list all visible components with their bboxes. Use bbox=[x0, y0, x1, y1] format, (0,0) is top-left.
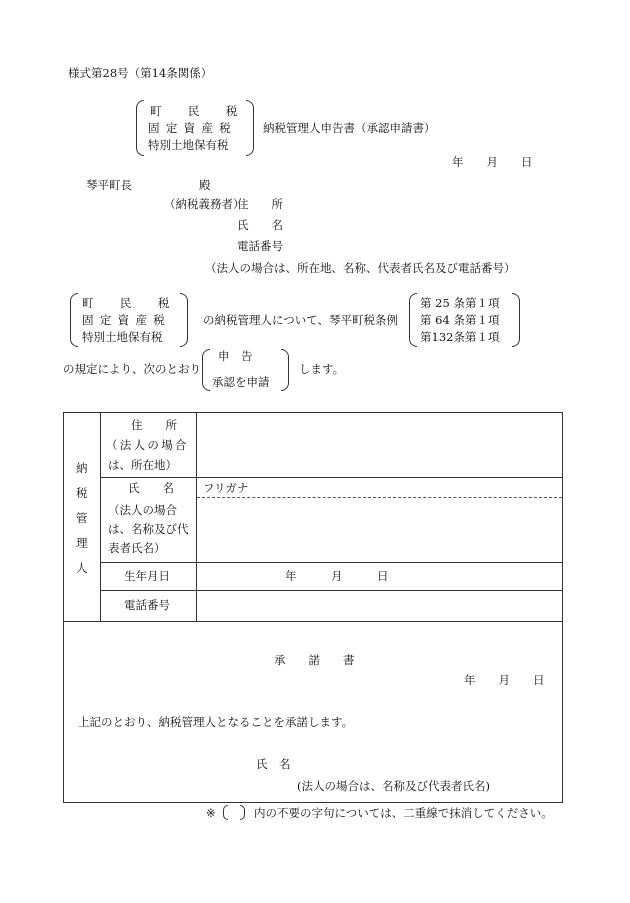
body-text-1: の納税管理人について、琴平町税条例 bbox=[203, 313, 399, 327]
title-bracket-right bbox=[246, 100, 254, 156]
row-name-label: 氏 名 bbox=[128, 481, 174, 495]
option-bracket-left bbox=[202, 349, 210, 391]
form-number: 様式第28号（第14条関係） bbox=[68, 66, 213, 80]
row-name-note-2: は、名称及び代 bbox=[108, 522, 189, 536]
taxpayer-phone-label: 電話番号 bbox=[237, 239, 283, 253]
option-bracket-right bbox=[281, 349, 289, 391]
title-bracket-left bbox=[136, 100, 144, 156]
document-title: 納税管理人申告書（承認申請書） bbox=[263, 121, 436, 135]
option-apply: 承認を申請 bbox=[212, 375, 270, 389]
footnote-text: 内の不要の字句については、二重線で抹消してください。 bbox=[254, 806, 553, 820]
body-text-3: します。 bbox=[299, 362, 345, 376]
body-tax-resident: 町 民 税 bbox=[82, 296, 171, 310]
row-name-note-3: 表者氏名） bbox=[108, 541, 166, 555]
consent-title: 承 諾 書 bbox=[274, 653, 355, 667]
body-tax-land: 特別土地保有税 bbox=[82, 330, 163, 344]
title-tax-property: 固定資産税 bbox=[148, 121, 238, 135]
consent-date: 年 月 日 bbox=[464, 673, 545, 687]
footnote-mark: ※ bbox=[206, 806, 216, 820]
consent-text: 上記のとおり、納税管理人となることを承諾します。 bbox=[78, 715, 354, 729]
article-132: 第132条第１項 bbox=[420, 330, 500, 344]
body-tax-property: 固定資産税 bbox=[82, 313, 172, 327]
article-bracket-left bbox=[409, 293, 417, 347]
article-25: 第 25 条第１項 bbox=[420, 296, 500, 310]
furigana-label: フリガナ bbox=[203, 481, 249, 495]
side-label-2: 税 bbox=[76, 486, 88, 500]
birthdate-label: 生年月日 bbox=[124, 569, 170, 583]
body-bracket-left bbox=[70, 293, 78, 347]
date-line: 年 月 日 bbox=[452, 155, 533, 169]
footnote-bracket-left bbox=[223, 805, 228, 820]
row-name-note-1: （法人の場合 bbox=[108, 503, 177, 517]
birthdate-value: 年 月 日 bbox=[285, 569, 389, 583]
row-address-label: 住 所 bbox=[131, 418, 177, 432]
taxpayer-name-label: 氏 名 bbox=[237, 218, 283, 232]
side-label-3: 管 bbox=[76, 511, 88, 525]
title-tax-resident: 町 民 税 bbox=[150, 104, 239, 118]
recipient: 琴平町長 bbox=[86, 178, 132, 192]
row-address-note-2: は、所在地） bbox=[108, 458, 177, 472]
title-tax-land: 特別土地保有税 bbox=[148, 138, 229, 152]
side-label-4: 理 bbox=[76, 536, 88, 550]
corporate-note: （法人の場合は、所在地、名称、代表者氏名及び電話番号） bbox=[205, 261, 516, 275]
body-bracket-right bbox=[180, 293, 188, 347]
consent-name-note: (法人の場合は、名称及び代表者氏名) bbox=[297, 779, 490, 793]
honorific: 殿 bbox=[199, 178, 211, 192]
taxpayer-address-label: 住 所 bbox=[237, 197, 283, 211]
row-address-note-1: （法人の場合 bbox=[106, 438, 189, 452]
side-label-1: 納 bbox=[76, 461, 88, 475]
article-64: 第 64 条第１項 bbox=[420, 313, 500, 327]
taxpayer-label: （納税義務者） bbox=[164, 197, 245, 211]
option-declare: 申 告 bbox=[218, 349, 253, 363]
footnote-bracket-right bbox=[240, 805, 245, 820]
article-bracket-right bbox=[512, 293, 520, 347]
consent-name-label: 氏 名 bbox=[256, 757, 291, 771]
side-label-5: 人 bbox=[76, 561, 88, 575]
body-text-2: の規定により、次のとおり bbox=[63, 362, 201, 376]
table-phone-label: 電話番号 bbox=[124, 598, 170, 612]
